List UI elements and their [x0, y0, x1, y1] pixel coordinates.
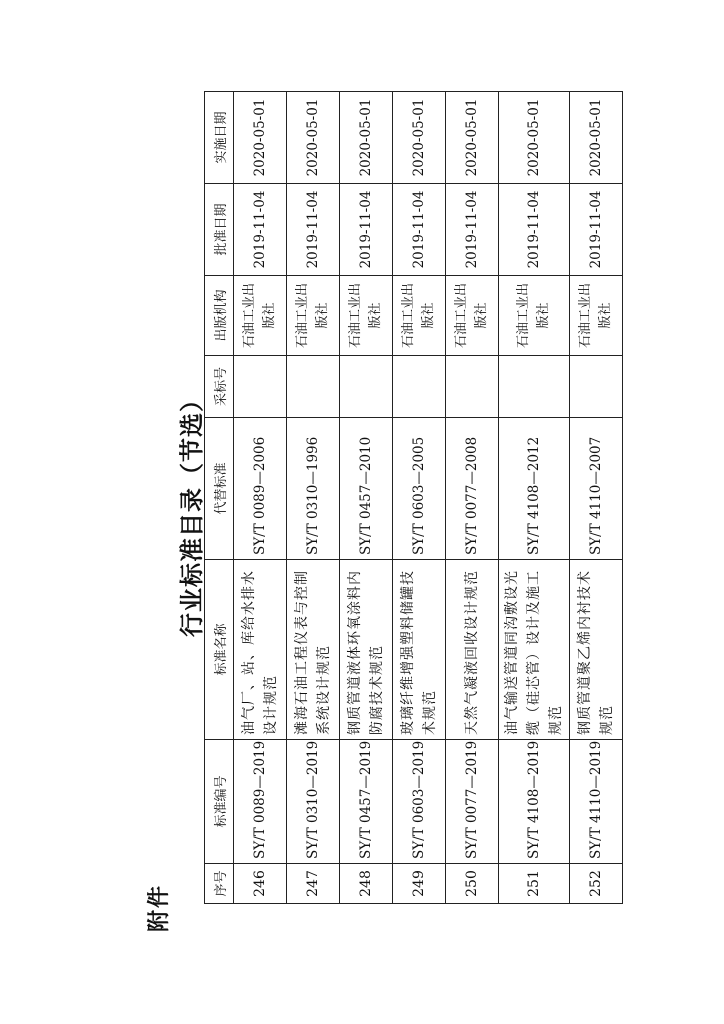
cell-replaces: SY/T 0603—2005	[393, 418, 446, 560]
cell-publisher: 石油工业出版社	[446, 276, 499, 356]
header-seq: 序号	[205, 864, 234, 904]
document-title: 行业标准目录（节选）	[178, 387, 206, 637]
cell-effective-date: 2020-05-01	[393, 92, 446, 184]
header-name: 标准名称	[205, 560, 234, 740]
cell-code: SY/T 0089—2019	[234, 740, 287, 864]
cell-approve-date: 2019-11-04	[393, 184, 446, 276]
table-row	[234, 92, 287, 904]
table-row	[393, 92, 446, 904]
header-code: 标准编号	[205, 740, 234, 864]
cell-code: SY/T 0457—2019	[340, 740, 393, 864]
cell-seq: 246	[234, 864, 287, 904]
cell-adopted	[340, 356, 393, 418]
cell-adopted	[570, 356, 623, 418]
table-row	[499, 92, 570, 904]
table-header-row	[205, 92, 234, 904]
attachment-label: 附件	[147, 883, 172, 932]
standards-table	[204, 91, 623, 904]
cell-name: 钢质管道液体环氧涂料内防腐技术规范	[340, 560, 393, 740]
cell-publisher: 石油工业出版社	[340, 276, 393, 356]
cell-code: SY/T 4110—2019	[570, 740, 623, 864]
cell-adopted	[499, 356, 570, 418]
cell-effective-date: 2020-05-01	[340, 92, 393, 184]
cell-adopted	[393, 356, 446, 418]
cell-publisher: 石油工业出版社	[393, 276, 446, 356]
table-row	[340, 92, 393, 904]
cell-replaces: SY/T 0310—1996	[287, 418, 340, 560]
cell-code: SY/T 0077—2019	[446, 740, 499, 864]
header-adopted: 采标号	[205, 356, 234, 418]
cell-approve-date: 2019-11-04	[446, 184, 499, 276]
cell-name: 油气输送管道同沟敷设光缆（硅芯管）设计及施工规范	[499, 560, 570, 740]
cell-code: SY/T 4108—2019	[499, 740, 570, 864]
cell-seq: 248	[340, 864, 393, 904]
cell-seq: 247	[287, 864, 340, 904]
cell-code: SY/T 0603—2019	[393, 740, 446, 864]
cell-name: 油气厂、站、库给水排水设计规范	[234, 560, 287, 740]
cell-publisher: 石油工业出版社	[499, 276, 570, 356]
cell-publisher: 石油工业出版社	[287, 276, 340, 356]
table-row	[446, 92, 499, 904]
cell-approve-date: 2019-11-04	[499, 184, 570, 276]
cell-seq: 251	[499, 864, 570, 904]
cell-effective-date: 2020-05-01	[287, 92, 340, 184]
cell-name: 钢质管道聚乙烯内衬技术规范	[570, 560, 623, 740]
cell-approve-date: 2019-11-04	[570, 184, 623, 276]
cell-name: 天然气凝液回收设计规范	[446, 560, 499, 740]
table-row	[287, 92, 340, 904]
cell-name: 玻璃纤维增强塑料储罐技术规范	[393, 560, 446, 740]
cell-code: SY/T 0310—2019	[287, 740, 340, 864]
cell-seq: 249	[393, 864, 446, 904]
cell-publisher: 石油工业出版社	[234, 276, 287, 356]
cell-replaces: SY/T 0457—2010	[340, 418, 393, 560]
cell-adopted	[234, 356, 287, 418]
cell-approve-date: 2019-11-04	[287, 184, 340, 276]
cell-publisher: 石油工业出版社	[570, 276, 623, 356]
header-approve-date: 批准日期	[205, 184, 234, 276]
cell-adopted	[287, 356, 340, 418]
cell-replaces: SY/T 0089—2006	[234, 418, 287, 560]
cell-effective-date: 2020-05-01	[570, 92, 623, 184]
cell-name: 滩海石油工程仪表与控制系统设计规范	[287, 560, 340, 740]
cell-approve-date: 2019-11-04	[340, 184, 393, 276]
cell-replaces: SY/T 4108—2012	[499, 418, 570, 560]
cell-seq: 252	[570, 864, 623, 904]
header-effective-date: 实施日期	[205, 92, 234, 184]
header-publisher: 出版机构	[205, 276, 234, 356]
cell-adopted	[446, 356, 499, 418]
cell-effective-date: 2020-05-01	[446, 92, 499, 184]
header-replaces: 代替标准	[205, 418, 234, 560]
cell-replaces: SY/T 4110—2007	[570, 418, 623, 560]
rotated-page	[142, 92, 615, 932]
cell-effective-date: 2020-05-01	[499, 92, 570, 184]
cell-seq: 250	[446, 864, 499, 904]
table-row	[570, 92, 623, 904]
cell-replaces: SY/T 0077—2008	[446, 418, 499, 560]
cell-approve-date: 2019-11-04	[234, 184, 287, 276]
cell-effective-date: 2020-05-01	[234, 92, 287, 184]
